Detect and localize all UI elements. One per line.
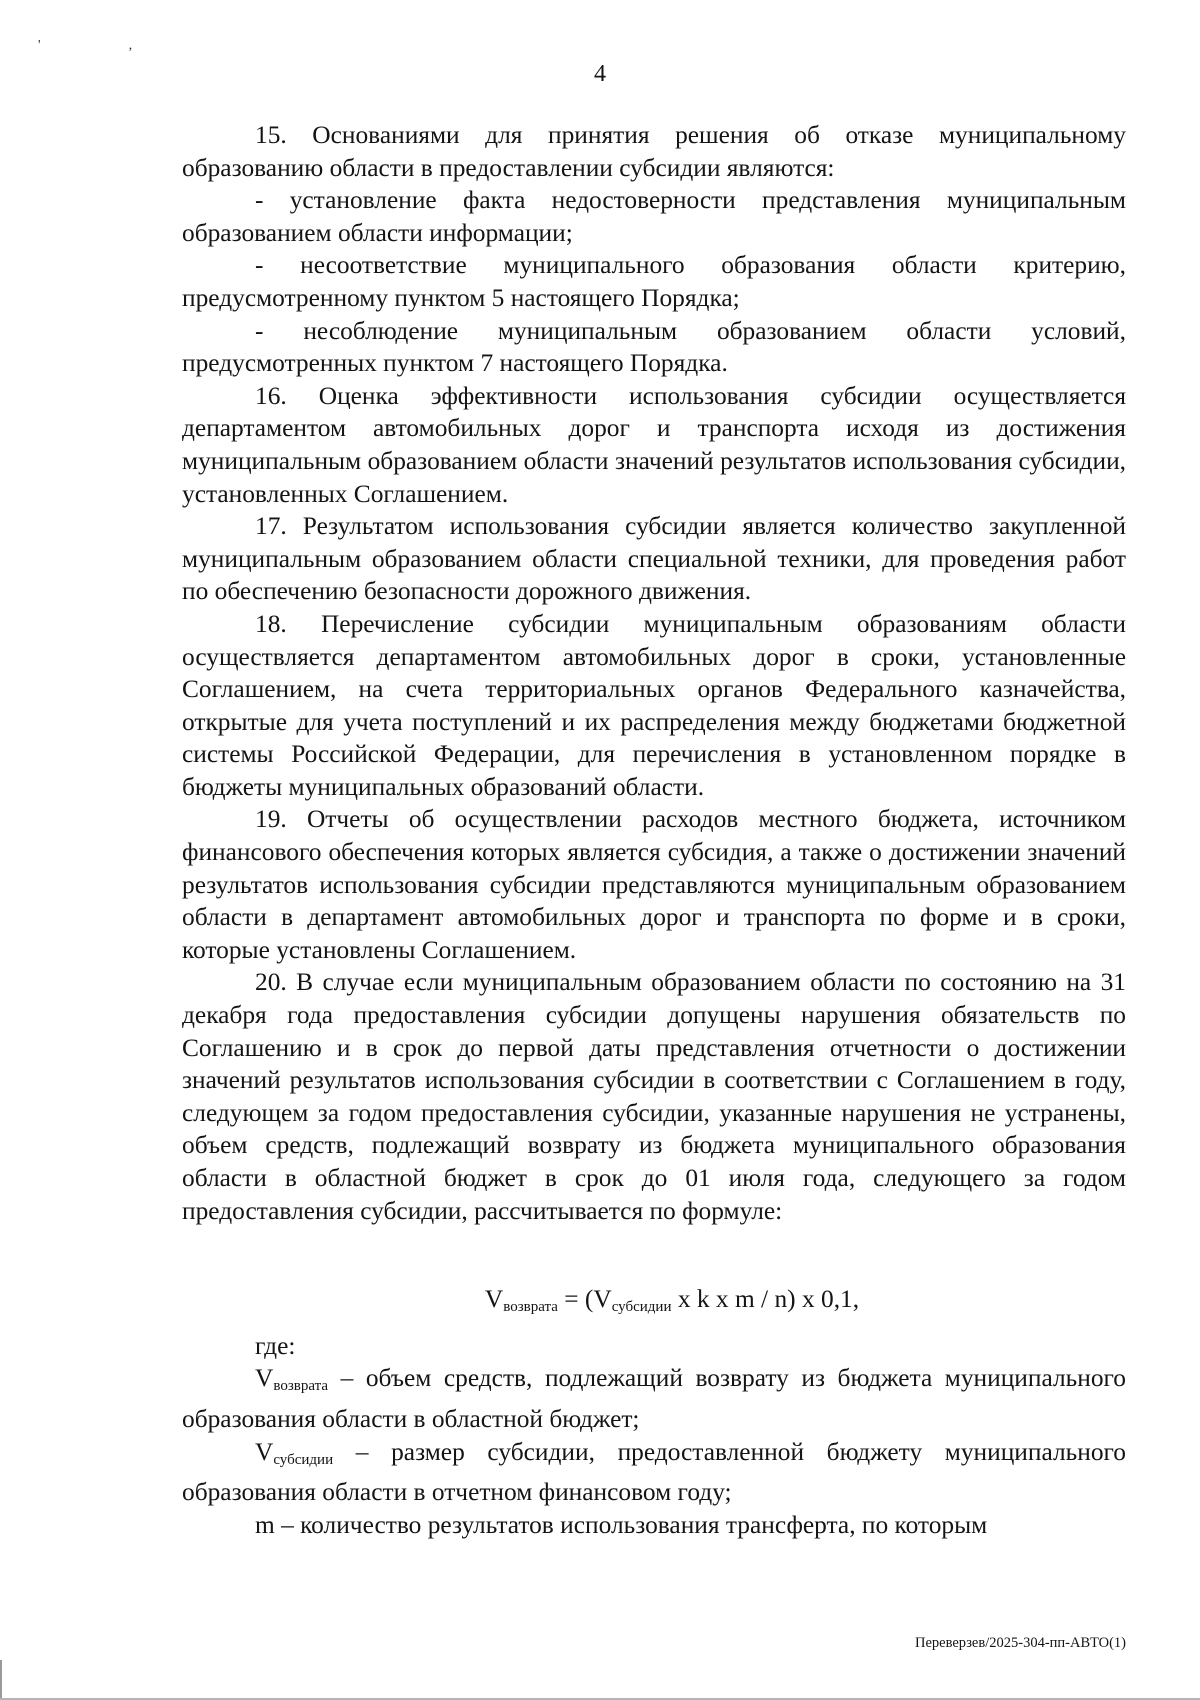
formula-tail: x k x m / n) x 0,1, [671, 1285, 860, 1314]
scan-edge-left [0, 1660, 2, 1700]
paragraph-20: 20. В случае если муниципальным образованием области по состоянию на 31 декабря года предоставления субсидии допущены нарушения обязательств по Соглашению и в срок до первой даты представления отчетности о достижении значений результатов использования субсидии в соответствии с Соглашением в году, следующем за годом предоставления субсидии, указанные нарушения не устранены, объем средств, подлежащий возврату из бюджета муниципального образования области в областной бюджет в срок до 01 июля года, следующего за годом предоставления субсидии, рассчитывается по формуле: [182, 968, 1126, 1225]
document-body [182, 119, 1126, 1541]
document-reference-footer: Переверзев/2025-304-пп-АВТО(1) [914, 1635, 1126, 1651]
list-item-criterion-mismatch: - несоответствие муниципального образования области критерию, предусмотренному пунктом 5 настоящего Порядка; [182, 251, 1126, 312]
definition-v-subsidy [182, 1436, 1126, 1509]
paragraph-18: 18. Перечисление субсидии муниципальным образованиям области осуществляется департаментом автомобильных дорог в сроки, установленные Соглашением, на счета территориальных органов Федерального казначейства, открытые для учета поступлений и их распределения между бюджетами бюджетной системы Российской Федерации, для перечисления в установленном порядке в бюджеты муниципальных образований области. [182, 609, 1126, 801]
where-label: где: [255, 1331, 296, 1360]
page-number: 4 [594, 61, 606, 87]
formula-equals-part: = (V [557, 1285, 612, 1314]
definition-subscript: возврата [273, 1378, 328, 1395]
paragraph-15: 15. Основаниями для принятия решения об отказе муниципальному образованию области в предоставлении субсидии являются: [182, 121, 1126, 182]
formula-v-return-subscript: возврата [503, 1299, 558, 1316]
definition-text: – количество результатов использования трансферта, по которым [274, 1510, 988, 1539]
list-item-unreliable-info: - установление факта недостоверности представления муниципальным образованием области информации; [182, 186, 1126, 247]
paragraph-19: 19. Отчеты об осуществлении расходов местного бюджета, источником финансового обеспечения которых является субсидия, а также о достижении значений результатов использования субсидии представляются муниципальным образованием области в департамент автомобильных дорог и транспорта по форме и в сроки, которые установлены Соглашением. [182, 805, 1126, 964]
definition-symbol: m [255, 1510, 275, 1539]
definition-subscript: субсидии [273, 1451, 334, 1468]
definition-m [182, 1509, 1126, 1542]
list-item-conditions-breach: - несоблюдение муниципальным образованием области условий, предусмотренных пунктом 7 настоящего Порядка. [182, 316, 1126, 378]
definition-text: – размер субсидии, предоставленной бюджету муниципального образования области в отчетном финансовом году; [182, 1437, 1126, 1507]
definition-symbol: V [255, 1364, 274, 1393]
formula-v-subsidy-subscript: субсидии [611, 1299, 672, 1316]
definition-v-return [182, 1362, 1126, 1435]
return-formula [182, 1283, 1126, 1324]
scan-marks: ' ‚ [38, 38, 175, 53]
paragraph-17: 17. Результатом использования субсидии является количество закупленной муниципальным образованием области специальной техники, для проведения работ по обеспечению безопасности дорожного движения. [182, 512, 1126, 606]
paragraph-16: 16. Оценка эффективности использования субсидии осуществляется департаментом автомобильных дорог и транспорта исходя из достижения муниципальным образованием области значений результатов использования субсидии, установленных Соглашением. [182, 381, 1126, 508]
definition-text: – объем средств, подлежащий возврату из бюджета муниципального образования области в областной бюджет; [182, 1364, 1126, 1433]
definition-symbol: V [255, 1437, 274, 1466]
formula-v-return-symbol: V [484, 1285, 504, 1314]
